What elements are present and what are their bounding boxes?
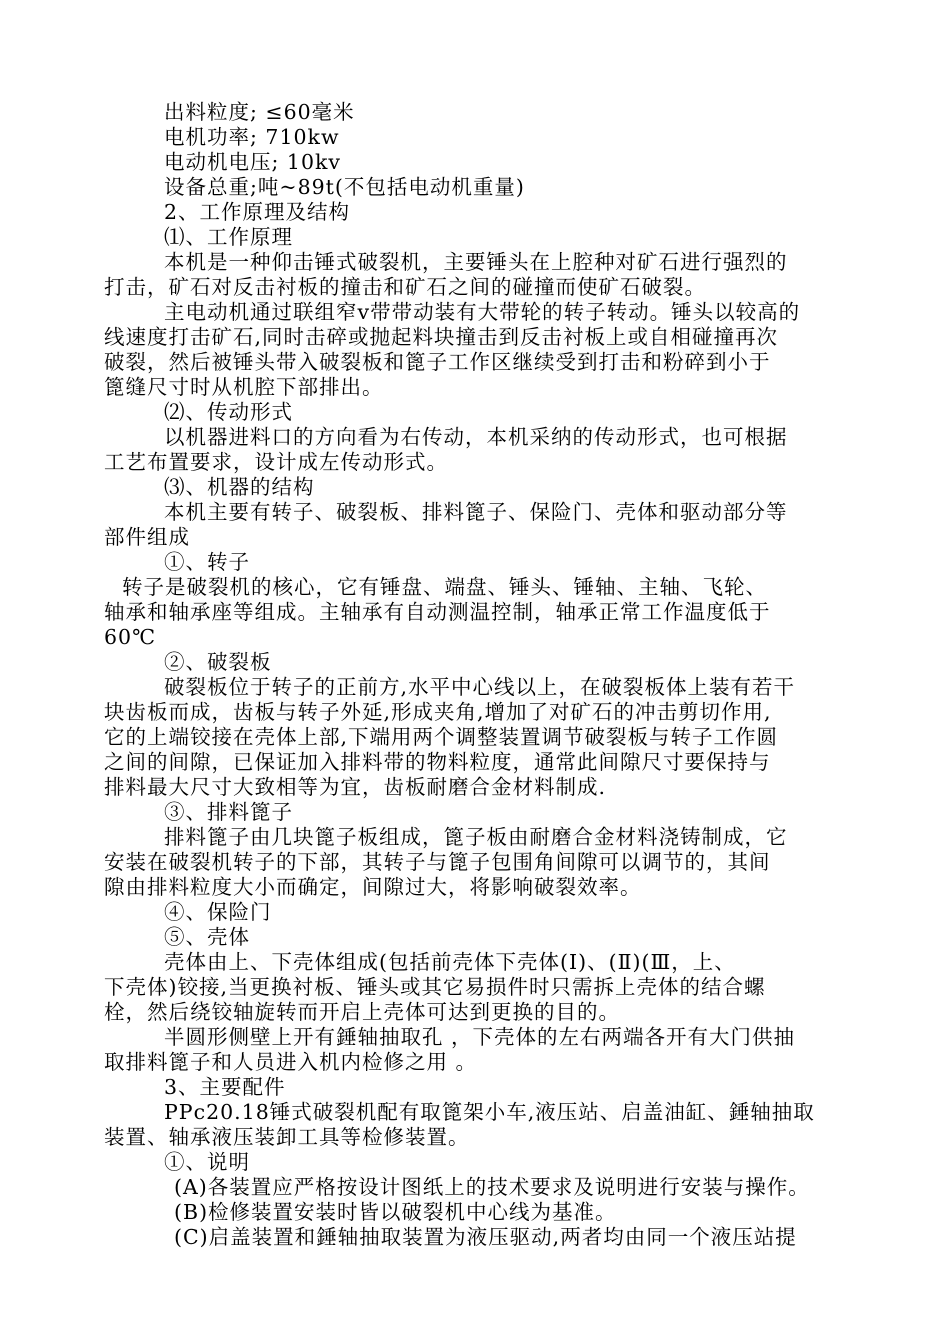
text-line: 出料粒度; ≤60毫米 [164, 100, 355, 124]
text-line: 排料最大尺寸大致相等为宜，齿板耐磨合金材料制成. [104, 775, 607, 799]
subsection-heading: ⑴、工作原理 [164, 225, 293, 249]
text-line: 篦缝尺寸时从机腔下部排出。 [104, 375, 384, 399]
section-heading: 3、主要配件 [164, 1075, 286, 1099]
text-line: 电机功率; 710kw [164, 125, 340, 149]
text-line: 转子是破裂机的核心，它有锤盘、端盘、锤头、锤轴、主轴、飞轮、 [122, 575, 767, 599]
text-line: 工艺布置要求，设计成左传动形式。 [104, 450, 448, 474]
section-heading: 2、工作原理及结构 [164, 200, 351, 224]
text-line: 本机主要有转子、破裂板、排料篦子、保险门、壳体和驱动部分等 [164, 500, 788, 524]
item-heading: ①、说明 [164, 1150, 250, 1174]
text-line: 壳体由上、下壳体组成(包括前壳体下壳体(Ⅰ)、(Ⅱ)(Ⅲ，上、 [164, 950, 736, 974]
text-line: 以机器进料口的方向看为右传动，本机采纳的传动形式，也可根据 [164, 425, 788, 449]
item-heading: ①、转子 [164, 550, 250, 574]
text-line: PPc20.18锤式破裂机配有取篦架小车,液压站、启盖油缸、錘轴抽取 [164, 1100, 815, 1124]
text-line: 破裂，然后被锤头带入破裂板和篦子工作区继续受到打击和粉碎到小于 [104, 350, 771, 374]
text-line: 排料篦子由几块篦子板组成，篦子板由耐磨合金材料浇铸制成，它 [164, 825, 788, 849]
text-line: 取排料篦子和人员进入机内检修之用 。 [104, 1050, 478, 1074]
subsection-heading: ⑶、机器的结构 [164, 475, 315, 499]
text-line: 设备总重;吨~89t(不包括电动机重量) [164, 175, 525, 199]
text-line: 它的上端铰接在壳体上部,下端用两个调整装置调节破裂板与转子工作圆 [104, 725, 779, 749]
text-line: (B)检修装置安装时皆以破裂机中心线为基准。 [174, 1200, 617, 1224]
text-line: 装置、轴承液压装卸工具等检修装置。 [104, 1125, 470, 1149]
subsection-heading: ⑵、传动形式 [164, 400, 293, 424]
text-line: 隙由排料粒度大小而确定，间隙过大，将影响破裂效率。 [104, 875, 642, 899]
item-heading: ③、排料篦子 [164, 800, 293, 824]
text-line: 安装在破裂机转子的下部，其转子与篦子包围角间隙可以调节的，其间 [104, 850, 771, 874]
text-line: 打击，矿石对反击衬板的撞击和矿石之间的碰撞而使矿石破裂。 [104, 275, 706, 299]
item-heading: ⑤、壳体 [164, 925, 250, 949]
text-line: 栓，然后绕铰轴旋转而开启上壳体可达到更换的目的。 [104, 1000, 620, 1024]
text-line: 破裂板位于转子的正前方,水平中心线以上，在破裂板体上装有若干 [164, 675, 796, 699]
text-line: 之间的间隙，已保证加入排料带的物料粒度，通常此间隙尺寸要保持与 [104, 750, 771, 774]
text-line: 电动机电压; 10kv [164, 150, 342, 174]
text-line: 60℃ [104, 625, 157, 649]
text-line: 半圆形侧壁上开有錘轴抽取孔 ，下壳体的左右两端各开有大门供抽 [164, 1025, 796, 1049]
item-heading: ④、保险门 [164, 900, 272, 924]
item-heading: ②、破裂板 [164, 650, 272, 674]
text-line: 下壳体)铰接,当更换衬板、锤头或其它易损件时只需拆上壳体的结合螺 [104, 975, 766, 999]
text-line: (C)启盖装置和錘轴抽取装置为液压驱动,两者均由同一个液压站提 [174, 1225, 797, 1249]
text-line: (A)各装置应严格按设计图纸上的技术要求及说明进行安装与操作。 [174, 1175, 810, 1199]
text-line: 块齿板而成，齿板与转子外延,形成夹角,增加了对矿石的冲击剪切作用, [104, 700, 772, 724]
text-line: 本机是一种仰击锤式破裂机，主要锤头在上腔种对矿石进行强烈的 [164, 250, 788, 274]
text-line: 轴承和轴承座等组成。主轴承有自动测温控制，轴承正常工作温度低于 [104, 600, 771, 624]
text-line: 主电动机通过联组窄ⅴ带带动装有大带轮的转子转动。锤头以较高的 [164, 300, 801, 324]
text-line: 部件组成 [104, 525, 190, 549]
text-line: 线速度打击矿石,同时击碎或抛起料块撞击到反击衬板上或自相碰撞再次 [104, 325, 779, 349]
